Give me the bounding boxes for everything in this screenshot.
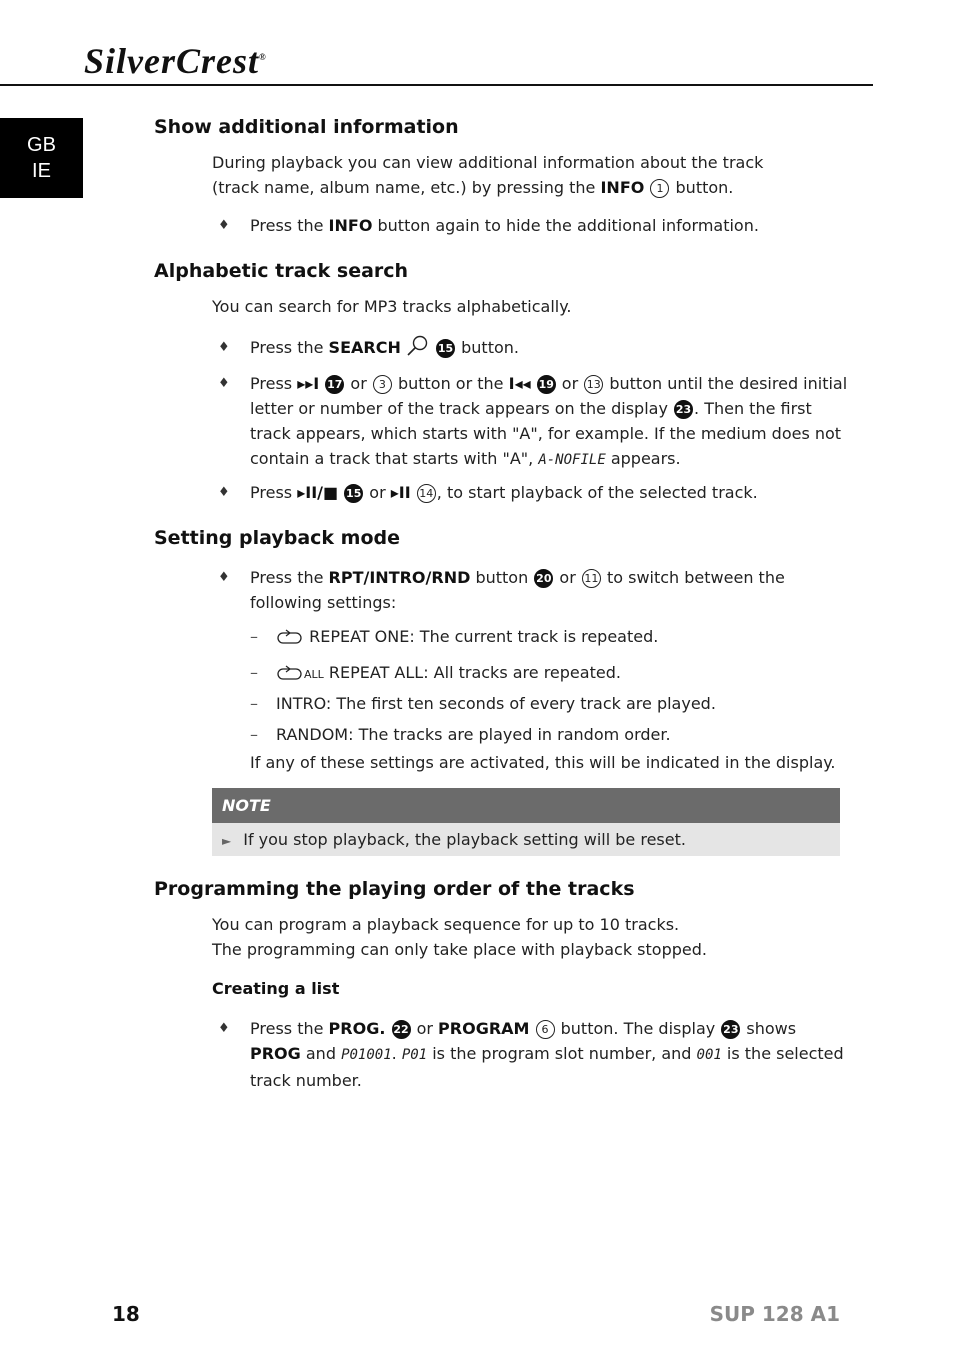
heading-programming: Programming the playing order of the tracks xyxy=(154,878,635,900)
note-box xyxy=(212,788,840,856)
language-tab xyxy=(0,118,83,198)
section1-paragraph: During playback you can view additional information about the track (track name, album name, etc.) by pressing the INFO 1 button. xyxy=(212,153,764,197)
note-body: ► If you stop playback, the playback setting will be reset. xyxy=(212,823,840,856)
section1-bullet: ♦ Press the INFO button again to hide the additional information. xyxy=(218,213,848,238)
arrow-icon: ► xyxy=(222,834,232,848)
bullet-icon: ♦ xyxy=(218,570,230,585)
prev-track-icon: I◂◂ xyxy=(508,374,531,393)
lang-gb: GB xyxy=(27,134,56,156)
bullet-icon: ♦ xyxy=(218,340,230,355)
heading-show-additional-info: Show additional information xyxy=(154,116,459,138)
section2-bullet-2: ♦ Press ▸▸I 17 or 3 button or the I◂◂ 19 or 13 button until the desired initial letter or number of the track appears on the display 23 . Then the first track appears, which starts with "A", for example. If the medium does not contain a track that starts with "A", A-NOFILE appears. xyxy=(218,371,848,473)
mode-intro: – INTRO: The first ten seconds of every track are played. xyxy=(250,694,716,713)
section4-paragraph: You can program a playback sequence for up to 10 tracks. The programming can only take place with playback stopped. xyxy=(212,915,707,959)
ref-number: 15 xyxy=(436,339,455,358)
bullet-icon: ♦ xyxy=(218,376,230,391)
repeat-all-icon xyxy=(276,664,304,682)
search-icon xyxy=(406,335,430,357)
page-number: 18 xyxy=(112,1302,140,1326)
model-number: SUP 128 A1 xyxy=(709,1302,840,1326)
play-stop-icon: ▸II/■ xyxy=(297,483,339,502)
repeat-icon xyxy=(276,628,304,646)
lang-ie: IE xyxy=(32,160,51,182)
heading-alphabetic-search: Alphabetic track search xyxy=(154,260,409,282)
display-text: A-NOFILE xyxy=(538,452,606,468)
subheading-creating-list: Creating a list xyxy=(212,979,340,998)
next-track-icon: ▸▸I xyxy=(297,374,320,393)
section2-bullet-1: ♦ Press the SEARCH 15 button. xyxy=(218,335,848,360)
section3-after: If any of these settings are activated, this will be indicated in the display. xyxy=(250,753,836,772)
section2-bullet-3: ♦ Press ▸II/■ 15 or ▸II 14 , to start playback of the selected track. xyxy=(218,480,848,505)
bullet-icon: ♦ xyxy=(218,218,230,233)
mode-repeat-all: – ALL REPEAT ALL: All tracks are repeated. xyxy=(250,663,621,682)
section3-bullet-1: ♦ Press the RPT/INTRO/RND button 20 or 11 to switch between the following settings: xyxy=(218,565,848,615)
brand-logo: SilverCrest® xyxy=(84,41,267,81)
section2-intro: You can search for MP3 tracks alphabetically. xyxy=(212,297,572,316)
ref-number: 1 xyxy=(650,179,669,198)
bullet-icon: ♦ xyxy=(218,1021,230,1036)
mode-repeat-one: – REPEAT ONE: The current track is repeated. xyxy=(250,627,659,646)
heading-playback-mode: Setting playback mode xyxy=(154,527,400,549)
play-pause-icon: ▸II xyxy=(390,483,411,502)
section4-bullet-1: ♦ Press the PROG. 22 or PROGRAM 6 button. The display 23 shows PROG and P01001. P01 is the program slot number, and 001 is the selected track number. xyxy=(218,1016,848,1093)
mode-random: – RANDOM: The tracks are played in random order. xyxy=(250,725,671,744)
header-rule xyxy=(0,84,873,86)
note-heading: NOTE xyxy=(212,788,840,823)
bullet-icon: ♦ xyxy=(218,485,230,500)
